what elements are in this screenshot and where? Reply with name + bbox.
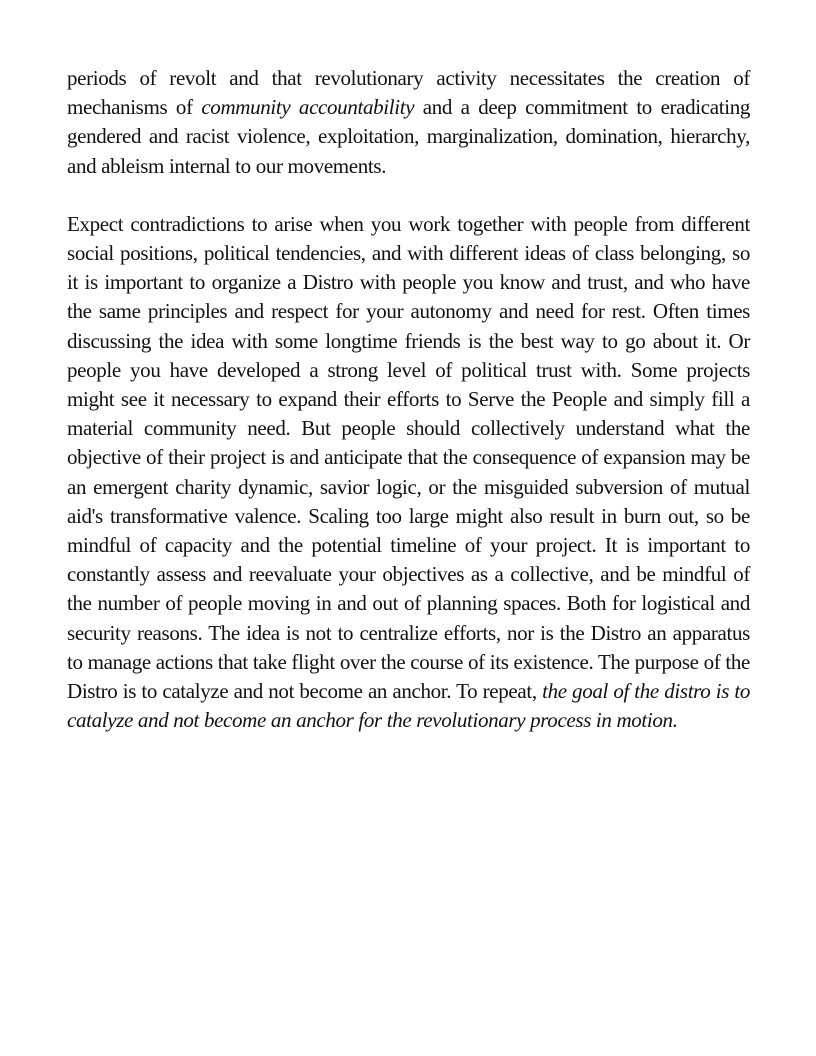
paragraph-text: periods of revolt and that revolutionary activity necessitates the creation of mechanisms of (67, 66, 750, 120)
emphasized-sentence: the goal of the distro is to catalyze and not become an anchor for the revolutionary process in motion. (67, 679, 750, 733)
paragraph-text: Expect contradictions to arise when you work together with people from different social positions, political tendencies, and with different ideas of class belonging, so it is important to organize a Distro with people you know and trust, and who have the same principles and respect for your autonomy and need for rest. Often times discussing the idea with some longtime friends is the best way to go about it. Or people you have developed a strong level of political trust with. Some projects might see it necessary to expand their efforts to Serve the People and simply fill a material community need. But people should collectively understand what the objective of their project is and anticipate that the consequence of expansion may be an emergent charity dynamic, savior logic, or the misguided subversion of mutual aid's transformative valence. Scaling too large might also result in burn out, so be mindful of capacity and the potential timeline of your project. It is important to constantly assess and reevaluate your objectives as a collective, and be mindful of the number of people moving in and out of planning spaces. Both for logistical and security reasons. The idea is not to centralize efforts, nor is the Distro an apparatus to manage actions that take flight over the course of its existence. The purpose of the Distro is to catalyze and not become an anchor. To repeat, (67, 211, 750, 704)
paragraph-text: and a deep commitment to eradicating gendered and racist violence, exploitation, marginalization, domination, hierarchy, and ableism internal to our movements. (67, 95, 750, 178)
document-page (67, 64, 750, 735)
paragraph-community-accountability (67, 64, 750, 181)
emphasized-phrase: community accountability (201, 95, 415, 120)
paragraph-expect-contradictions (67, 210, 750, 736)
